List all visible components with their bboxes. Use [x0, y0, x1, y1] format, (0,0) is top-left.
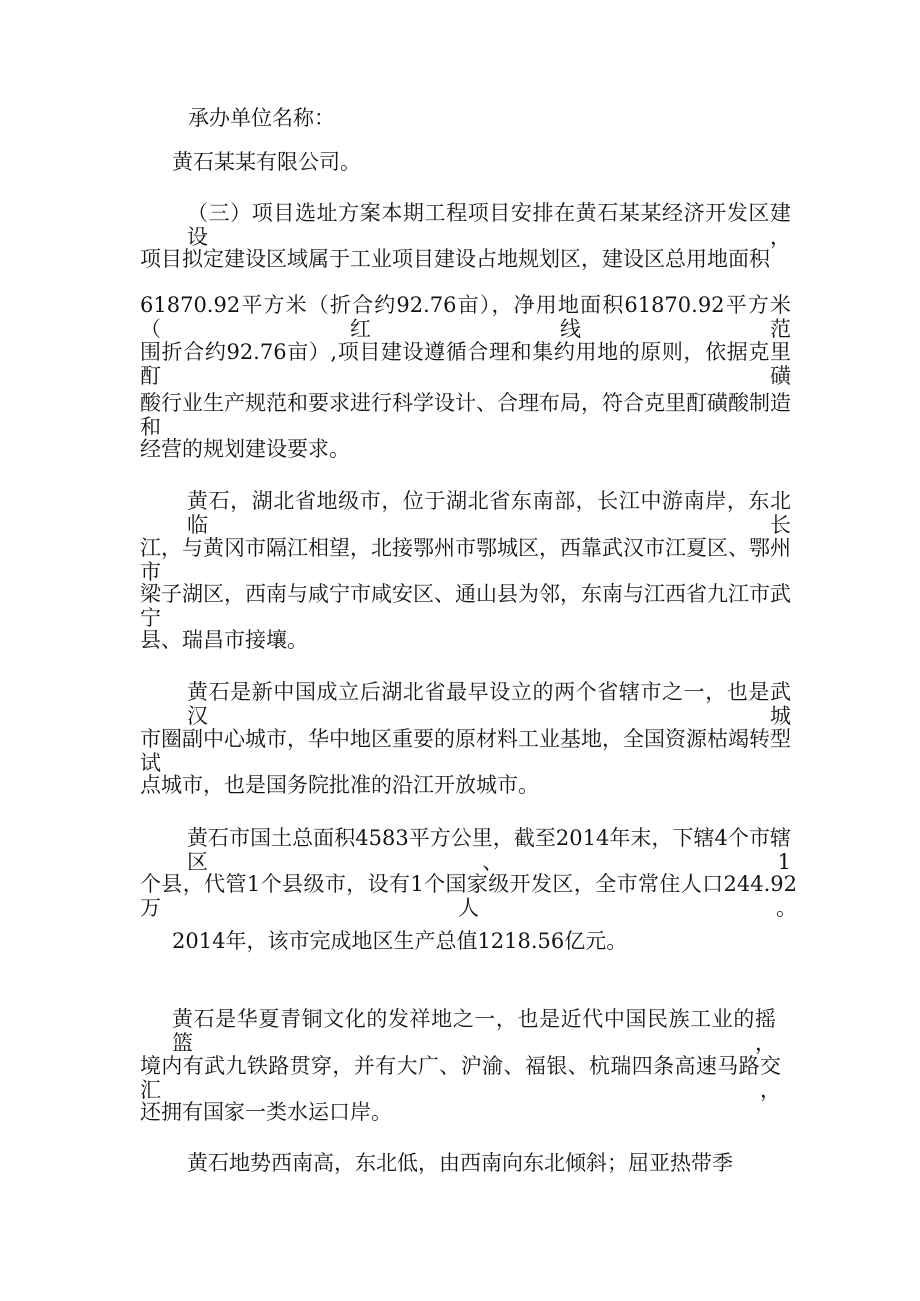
text-line: （三）项目选址方案本期工程项目安排在黄石某某经济开发区建设，: [187, 201, 791, 249]
text-line: 境内有武九铁路贯穿，并有大广、沪渝、福银、杭瑞四条高速马路交汇，: [140, 1054, 781, 1102]
text-line: 个县，代管1个县级市，设有1个国家级开发区，全市常住人口244.92万人。: [140, 872, 797, 920]
text-line: 经营的规划建设要求。: [140, 437, 350, 461]
text-line: 2014年，该市完成地区生产总值1218.56亿元。: [172, 929, 628, 953]
text-line: 黄石，湖北省地级市，位于湖北省东南部，长江中游南岸，东北临长: [187, 489, 791, 537]
text-line: 黄石某某有限公司。: [172, 150, 361, 174]
text-line: 黄石是华夏青铜文化的发祥地之一，也是近代中国民族工业的摇篮，: [172, 1007, 776, 1055]
text-line: 还拥有国家一类水运口岸。: [140, 1100, 392, 1124]
text-line: 61870.92平方米（折合约92.76亩），净用地面积61870.92平方米（红线范: [140, 293, 791, 341]
text-line: 项目拟定建设区域属于工业项目建设占地规划区，建设区总用地面积: [140, 247, 770, 271]
text-line: 围折合约92.76亩）,项目建设遵循合理和集约用地的原则，依据克里酊磺: [140, 340, 791, 388]
text-line: 市圈副中心城市，华中地区重要的原材料工业基地，全国资源枯竭转型试: [140, 727, 791, 775]
text-line: 承办单位名称：: [188, 106, 335, 130]
text-line: 酸行业生产规范和要求进行科学设计、合理布局，符合克里酊磺酸制造和: [140, 391, 791, 439]
text-line: 点城市，也是国务院批准的沿江开放城市。: [140, 773, 539, 797]
text-line: 黄石市国土总面积4583平方公里，截至2014年末，下辖4个市辖区、1: [187, 826, 791, 874]
text-line: 县、瑞昌市接壤。: [140, 628, 308, 652]
text-line: 梁子湖区，西南与咸宁市咸安区、通山县为邻，东南与江西省九江市武宁: [140, 582, 791, 630]
text-line: 黄石地势西南高，东北低，由西南向东北倾斜；屈亚热带季: [187, 1151, 733, 1175]
text-line: 黄石是新中国成立后湖北省最早设立的两个省辖市之一，也是武汉城: [187, 680, 791, 728]
text-line: 江，与黄冈市隔江相望，北接鄂州市鄂城区，西靠武汉市江夏区、鄂州市: [140, 536, 791, 584]
